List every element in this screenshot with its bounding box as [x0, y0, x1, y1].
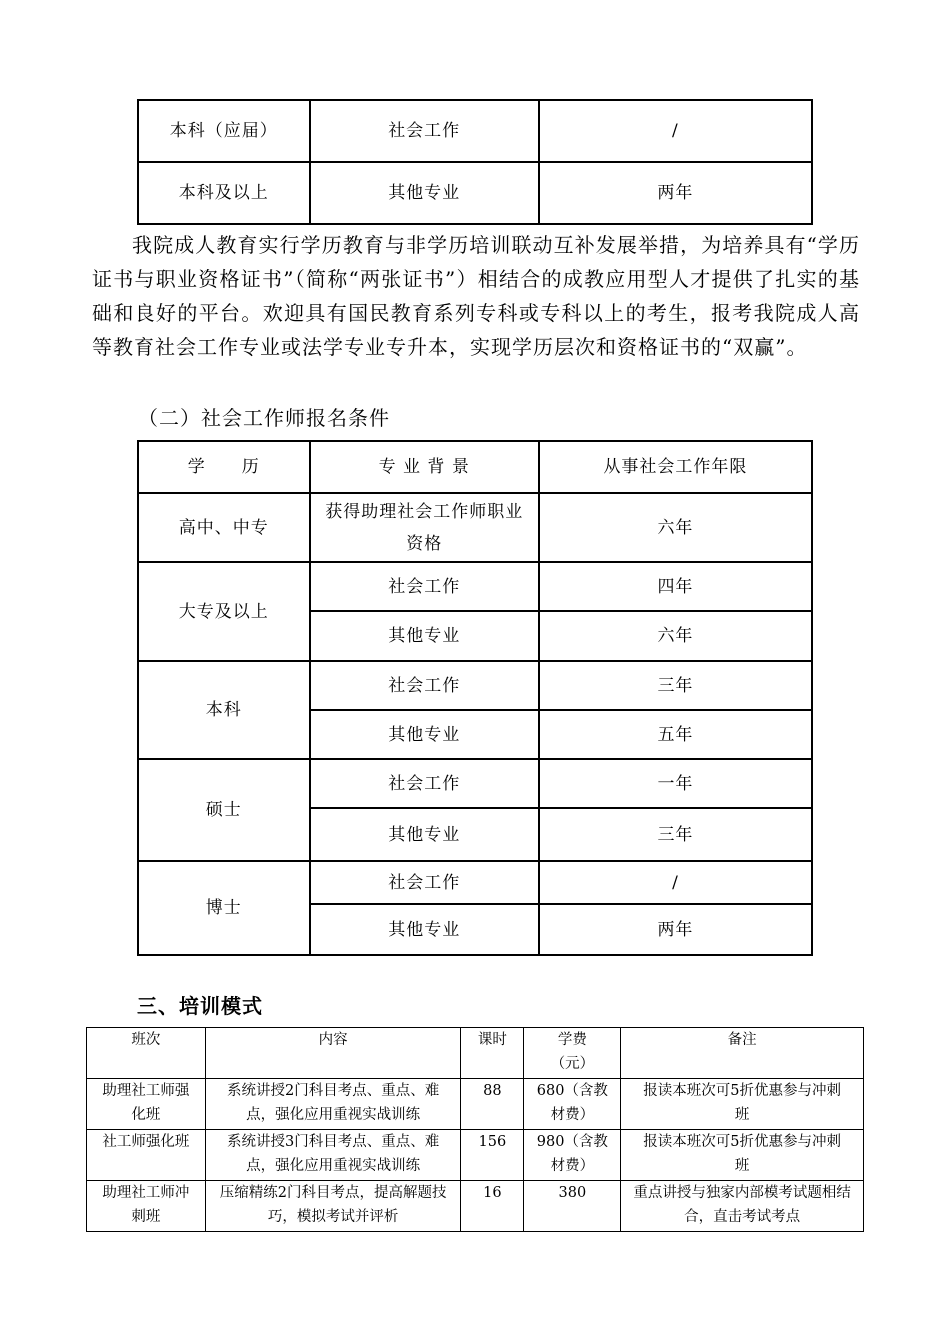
- years-cell: 两年: [539, 162, 812, 224]
- table-header-row: [87, 1028, 864, 1079]
- degree-cell: 本科（应届）: [138, 100, 310, 162]
- major-cell: 获得助理社会工作师职业资格: [310, 493, 539, 562]
- years-cell: 六年: [539, 611, 812, 661]
- degree-cell: 本科: [138, 661, 310, 759]
- header-note: 备注: [621, 1028, 864, 1079]
- table-row: [87, 1181, 864, 1232]
- degree-cell: 本科及以上: [138, 162, 310, 224]
- degree-cell: 硕士: [138, 759, 310, 861]
- intro-paragraph: 我院成人教育实行学历教育与非学历培训联动互补发展举措，为培养具有“学历证书与职业资格证书”（简称“两张证书”）相结合的成教应用型人才提供了扎实的基础和良好的平台。欢迎具有国民教育系列专科或专科以上的考生，报考我院成人高等教育社会工作专业或法学专业专升本，实现学历层次和资格证书的“双赢”。: [92, 233, 860, 359]
- table-row: [87, 1079, 864, 1130]
- fee-cell: 980（含教材费）: [524, 1130, 621, 1181]
- table-row: [138, 162, 812, 224]
- years-cell: 三年: [539, 661, 812, 710]
- major-cell: 其他专业: [310, 710, 539, 759]
- note-cell: 重点讲授与独家内部模考试题相结合，直击考试考点: [621, 1181, 864, 1232]
- table-row: [138, 493, 812, 562]
- years-cell: 一年: [539, 759, 812, 808]
- major-cell: 社会工作: [310, 562, 539, 611]
- major-cell: 其他专业: [310, 904, 539, 955]
- note-cell: 报读本班次可5折优惠参与冲刺班: [621, 1079, 864, 1130]
- hours-cell: 156: [461, 1130, 524, 1181]
- major-cell: 社会工作: [310, 100, 539, 162]
- note-cell: 报读本班次可5折优惠参与冲刺班: [621, 1130, 864, 1181]
- fee-cell: 380: [524, 1181, 621, 1232]
- eligibility-table-continued: [137, 99, 813, 225]
- class-cell: 助理社工师强化班: [87, 1079, 206, 1130]
- table-row: [138, 861, 812, 904]
- table-header-row: [138, 441, 812, 493]
- section-heading: 三、培训模式: [137, 994, 263, 1018]
- degree-cell: 博士: [138, 861, 310, 955]
- major-cell: 社会工作: [310, 759, 539, 808]
- table-row: [138, 562, 812, 611]
- class-cell: 社工师强化班: [87, 1130, 206, 1181]
- header-fee: 学费（元）: [524, 1028, 621, 1079]
- hours-cell: 88: [461, 1079, 524, 1130]
- table-row: [138, 661, 812, 710]
- header-major: 专 业 背 景: [310, 441, 539, 493]
- content-cell: 压缩精练2门科目考点，提高解题技巧，模拟考试并评析: [205, 1181, 461, 1232]
- header-class: 班次: [87, 1028, 206, 1079]
- major-cell: 其他专业: [310, 611, 539, 661]
- years-cell: 两年: [539, 904, 812, 955]
- years-cell: 六年: [539, 493, 812, 562]
- years-cell: /: [539, 100, 812, 162]
- header-content: 内容: [205, 1028, 461, 1079]
- table-row: [138, 759, 812, 808]
- table-row: [87, 1130, 864, 1181]
- class-cell: 助理社工师冲刺班: [87, 1181, 206, 1232]
- major-cell: 社会工作: [310, 861, 539, 904]
- degree-cell: 高中、中专: [138, 493, 310, 562]
- table-row: [138, 100, 812, 162]
- header-degree: 学 历: [138, 441, 310, 493]
- social-worker-requirements-table: [137, 440, 813, 956]
- fee-cell: 680（含教材费）: [524, 1079, 621, 1130]
- sub-heading: （二）社会工作师报名条件: [138, 406, 390, 430]
- degree-cell: 大专及以上: [138, 562, 310, 661]
- years-cell: /: [539, 861, 812, 904]
- major-cell: 其他专业: [310, 162, 539, 224]
- content-cell: 系统讲授2门科目考点、重点、难点，强化应用重视实战训练: [205, 1079, 461, 1130]
- major-cell: 其他专业: [310, 808, 539, 861]
- years-cell: 五年: [539, 710, 812, 759]
- years-cell: 三年: [539, 808, 812, 861]
- header-hours: 课时: [461, 1028, 524, 1079]
- content-cell: 系统讲授3门科目考点、重点、难点，强化应用重视实战训练: [205, 1130, 461, 1181]
- hours-cell: 16: [461, 1181, 524, 1232]
- years-cell: 四年: [539, 562, 812, 611]
- header-years: 从事社会工作年限: [539, 441, 812, 493]
- major-cell: 社会工作: [310, 661, 539, 710]
- training-mode-table: [86, 1027, 864, 1232]
